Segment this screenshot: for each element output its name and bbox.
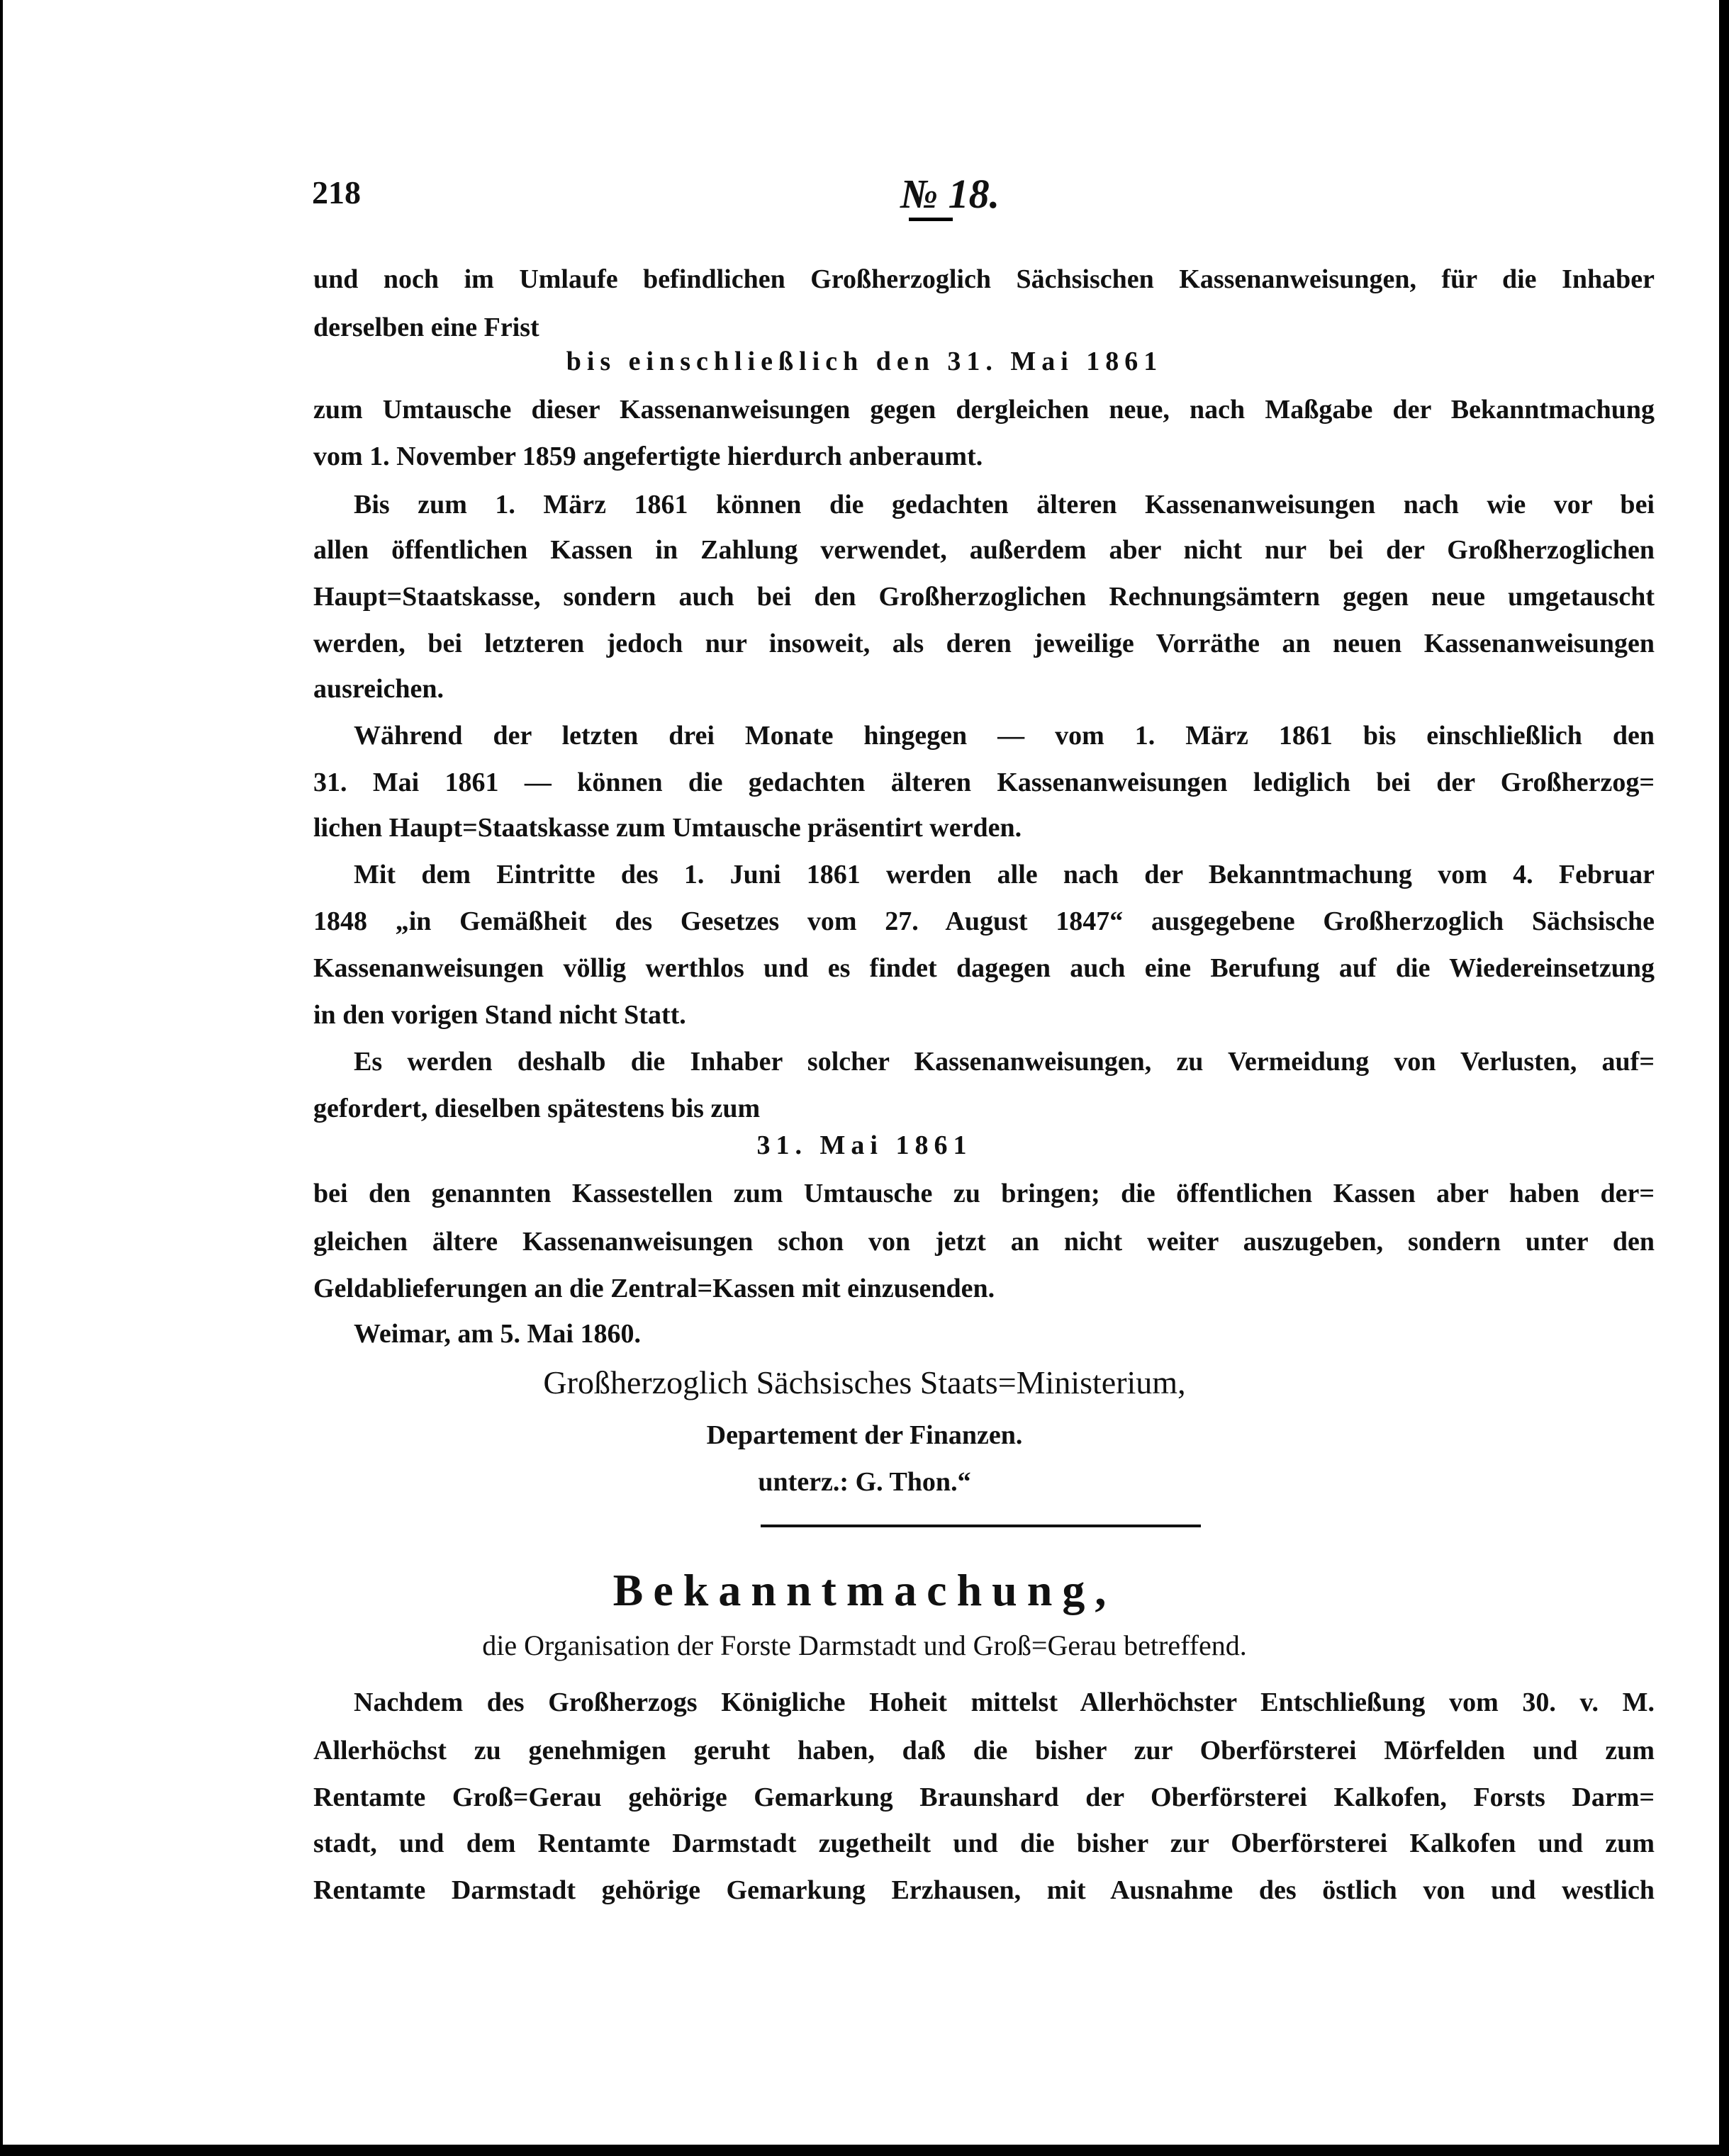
- issue-number: № 18.: [900, 171, 1000, 217]
- text-line: werden, bei letzteren jedoch nur insoweit, als deren jeweilige Vorräthe an neuen Kassenanweisungen: [313, 629, 1655, 658]
- text-line: gleichen ältere Kassenanweisungen schon von jetzt an nicht weiter auszugeben, sondern unter den: [313, 1227, 1655, 1257]
- scan-edge-bottom: [0, 2145, 1729, 2156]
- notice-subtitle: die Organisation der Forste Darmstadt und Groß=Gerau betreffend.: [482, 1629, 1247, 1661]
- text-line: bei den genannten Kassestellen zum Umtausche zu bringen; die öffentlichen Kassen aber haben der=: [313, 1179, 1655, 1208]
- notice-title: Bekanntmachung,: [612, 1565, 1117, 1615]
- text-line: Nachdem des Großherzogs Königliche Hoheit mittelst Allerhöchster Entschließung vom 30. v. M.: [354, 1688, 1655, 1717]
- issue-number-underline: [909, 218, 953, 221]
- text-line: ausreichen.: [313, 674, 444, 704]
- text-line: 1848 „in Gemäßheit des Gesetzes vom 27. August 1847“ ausgegebene Großherzoglich Sächsische: [313, 906, 1655, 936]
- signature-signed: unterz.: G. Thon.“: [758, 1467, 971, 1497]
- text-line: Rentamte Groß=Gerau gehörige Gemarkung Braunshard der Oberförsterei Kalkofen, Forsts Darm=: [313, 1782, 1655, 1812]
- page-number: 218: [312, 174, 361, 210]
- deadline-line: bis einschließlich den 31. Mai 1861: [566, 347, 1163, 376]
- text-line: 31. Mai 1861 — können die gedachten älteren Kassenanweisungen lediglich bei der Großherzog=: [313, 768, 1655, 797]
- text-line: Mit dem Eintritte des 1. Juni 1861 werden alle nach der Bekanntmachung vom 4. Februar: [354, 860, 1655, 889]
- text-line: und noch im Umlaufe befindlichen Großherzoglich Sächsischen Kassenanweisungen, für die Inhaber: [313, 264, 1655, 294]
- text-line: vom 1. November 1859 angefertigte hierdurch anberaumt.: [313, 442, 983, 471]
- text-line: Allerhöchst zu genehmigen geruht haben, daß die bisher zur Oberförsterei Mörfelden und zum: [313, 1736, 1655, 1765]
- text-line: Kassenanweisungen völlig werthlos und es findet dagegen auch eine Berufung auf die Wiedereinsetzung: [313, 953, 1655, 983]
- text-line: gefordert, dieselben spätestens bis zum: [313, 1094, 761, 1123]
- text-line: Geldablieferungen an die Zentral=Kassen mit einzusenden.: [313, 1274, 995, 1303]
- text-line: in den vorigen Stand nicht Statt.: [313, 1000, 686, 1030]
- text-line: Haupt=Staatskasse, sondern auch bei den Großherzoglichen Rechnungsämtern gegen neue umgetauscht: [313, 582, 1655, 612]
- text-line: Während der letzten drei Monate hingegen — vom 1. März 1861 bis einschließlich den: [354, 721, 1655, 751]
- text-line: allen öffentlichen Kassen in Zahlung verwendet, außerdem aber nicht nur bei der Großherzoglichen: [313, 535, 1655, 565]
- text-line: lichen Haupt=Staatskasse zum Umtausche präsentirt werden.: [313, 813, 1022, 843]
- text-line: Es werden deshalb die Inhaber solcher Kassenanweisungen, zu Vermeidung von Verlusten, auf=: [354, 1047, 1655, 1077]
- scan-edge-right: [1719, 0, 1729, 2156]
- deadline-line: 31. Mai 1861: [756, 1130, 973, 1160]
- signature-department: Departement der Finanzen.: [706, 1420, 1023, 1450]
- text-line: zum Umtausche dieser Kassenanweisungen gegen dergleichen neue, nach Maßgabe der Bekanntmachung: [313, 395, 1655, 425]
- text-line: Rentamte Darmstadt gehörige Gemarkung Erzhausen, mit Ausnahme des östlich von und westlich: [313, 1875, 1655, 1905]
- signature-ministry: Großherzoglich Sächsisches Staats=Ministerium,: [543, 1364, 1186, 1400]
- section-divider: [761, 1525, 1201, 1527]
- text-line: derselben eine Frist: [313, 313, 539, 342]
- date-place-line: Weimar, am 5. Mai 1860.: [354, 1319, 641, 1349]
- scan-edge-left: [0, 0, 3, 2156]
- text-line: stadt, und dem Rentamte Darmstadt zugetheilt und die bisher zur Oberförsterei Kalkofen und zum: [313, 1829, 1655, 1858]
- text-line: Bis zum 1. März 1861 können die gedachten älteren Kassenanweisungen nach wie vor bei: [354, 490, 1655, 520]
